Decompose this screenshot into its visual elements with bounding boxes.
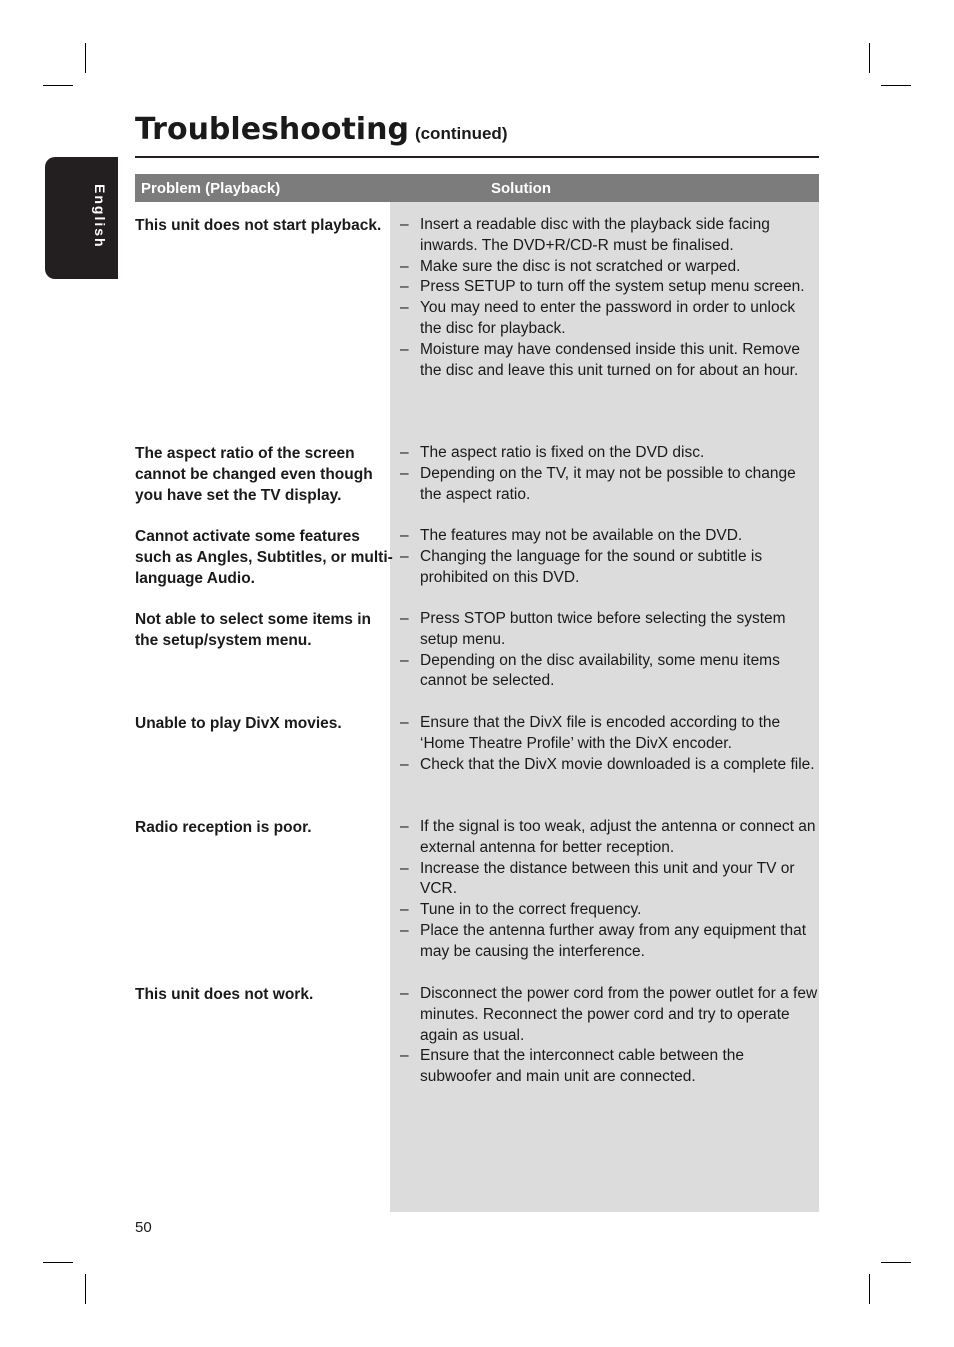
crop-mark bbox=[85, 43, 86, 73]
solution-item: – You may need to enter the password in order to unlock the disc for playback. bbox=[398, 298, 818, 340]
solution-item: – Insert a readable disc with the playback side facing inwards. The DVD+R/CD-R must be finalised. bbox=[398, 215, 818, 257]
solution-item: – Press SETUP to turn off the system setup menu screen. bbox=[398, 277, 818, 298]
header-problem: Problem (Playback) bbox=[141, 180, 281, 197]
solution-list bbox=[398, 215, 818, 381]
header-solution: Solution bbox=[491, 180, 551, 197]
problem-text: This unit does not work. bbox=[135, 986, 314, 1003]
page-title: Troubleshooting bbox=[135, 112, 409, 147]
solution-item: – Tune in to the correct frequency. bbox=[398, 900, 818, 921]
solution-item: – Make sure the disc is not scratched or warped. bbox=[398, 257, 818, 278]
page-title-suffix: (continued) bbox=[414, 124, 508, 143]
solution-item: – Check that the DivX movie downloaded is a complete file. bbox=[398, 755, 818, 776]
solution-item: – Ensure that the interconnect cable between the subwoofer and main unit are connected. bbox=[398, 1046, 818, 1088]
solution-item: – Press STOP button twice before selecting the system setup menu. bbox=[398, 609, 818, 651]
problem-text: Radio reception is poor. bbox=[135, 819, 312, 836]
table-header bbox=[135, 174, 819, 202]
solution-list bbox=[398, 526, 818, 588]
problem-text: Not able to select some items in the setup/system menu. bbox=[135, 611, 372, 649]
solution-item: – Moisture may have condensed inside this unit. Remove the disc and leave this unit turned on for about an hour. bbox=[398, 340, 818, 382]
solution-item: – Depending on the TV, it may not be possible to change the aspect ratio. bbox=[398, 464, 818, 506]
solution-list bbox=[398, 984, 818, 1088]
solution-item: – The features may not be available on the DVD. bbox=[398, 526, 818, 547]
solution-list bbox=[398, 609, 818, 692]
crop-mark bbox=[869, 1274, 870, 1304]
crop-mark bbox=[85, 1274, 86, 1304]
problem-text: The aspect ratio of the screen cannot be changed even though you have set the TV display. bbox=[135, 445, 373, 504]
problem-text: Unable to play DivX movies. bbox=[135, 715, 342, 732]
crop-mark bbox=[43, 1262, 73, 1263]
solution-item: – Place the antenna further away from any equipment that may be causing the interference. bbox=[398, 921, 818, 963]
crop-mark bbox=[869, 43, 870, 73]
solution-item: – The aspect ratio is fixed on the DVD disc. bbox=[398, 443, 818, 464]
page-number: 50 bbox=[135, 1219, 152, 1236]
solution-item: – Disconnect the power cord from the power outlet for a few minutes. Reconnect the power cord and try to operate again as usual. bbox=[398, 984, 818, 1046]
page-title-bar bbox=[135, 112, 819, 158]
solution-item: – If the signal is too weak, adjust the antenna or connect an external antenna for better reception. bbox=[398, 817, 818, 859]
problem-text: This unit does not start playback. bbox=[135, 217, 382, 234]
side-tab-label: English bbox=[92, 184, 108, 249]
solution-list bbox=[398, 817, 818, 963]
solution-item: – Ensure that the DivX file is encoded according to the ‘Home Theatre Profile’ with the DivX encoder. bbox=[398, 713, 818, 755]
crop-mark bbox=[881, 85, 911, 86]
solution-item: – Depending on the disc availability, some menu items cannot be selected. bbox=[398, 651, 818, 693]
solution-item: – Changing the language for the sound or subtitle is prohibited on this DVD. bbox=[398, 547, 818, 589]
solution-item: – Increase the distance between this unit and your TV or VCR. bbox=[398, 859, 818, 901]
crop-mark bbox=[881, 1262, 911, 1263]
problem-text: Cannot activate some features such as Angles, Subtitles, or multi-language Audio. bbox=[135, 528, 393, 587]
crop-mark bbox=[43, 85, 73, 86]
solution-list bbox=[398, 443, 818, 505]
solution-list bbox=[398, 713, 818, 775]
